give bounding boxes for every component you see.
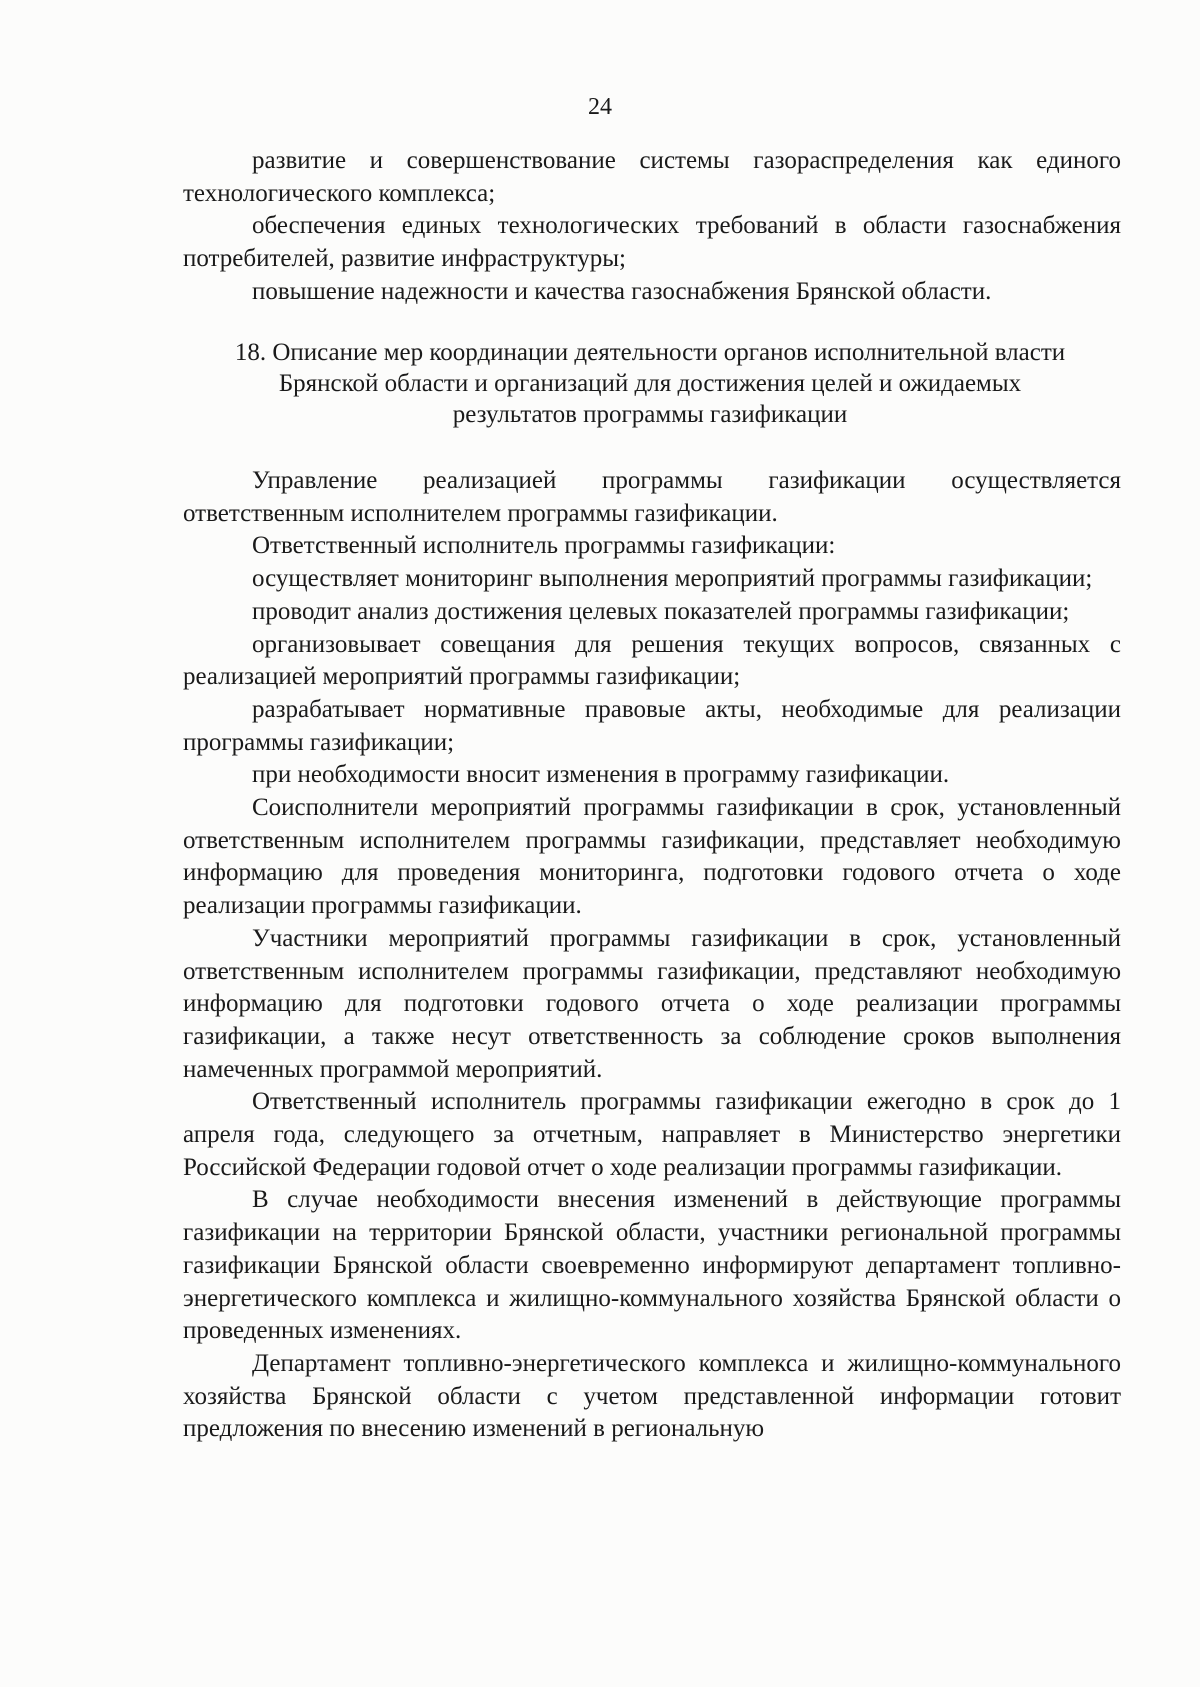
paragraph: Ответственный исполнитель программы газификации ежегодно в срок до 1 апреля года, следующего за отчетным, направляет в Министерство энергетики Российской Федерации годовой отчет о ходе реализации программы газификации.: [183, 1088, 1121, 1181]
intro-item: повышение надежности и качества газоснабжения Брянской области.: [252, 277, 992, 305]
paragraph: Участники мероприятий программы газификации в срок, установленный ответственным исполнителем программы газификации, представляют необходимую информацию для подготовки годового отчета о ходе реализации программы газификации, а также несут ответственность за соблюдение сроков выполнения намеченных программой мероприятий.: [183, 924, 1121, 1083]
section-body: [183, 465, 1121, 1446]
paragraph: организовывает совещания для решения текущих вопросов, связанных с реализацией мероприятий программы газификации;: [183, 630, 1121, 691]
paragraph: разрабатывает нормативные правовые акты, необходимые для реализации программы газификации;: [183, 695, 1121, 756]
paragraph: осуществляет мониторинг выполнения мероприятий программы газификации;: [252, 565, 1093, 593]
page-number: 24: [588, 94, 612, 120]
section-heading-line: 18. Описание мер координации деятельности органов исполнительной власти: [234, 339, 1066, 366]
paragraph: при необходимости вносит изменения в программу газификации.: [252, 761, 950, 789]
paragraph: проводит анализ достижения целевых показателей программы газификации;: [252, 597, 1070, 625]
section-heading: [175, 337, 1125, 430]
paragraph: В случае необходимости внесения изменений в действующие программы газификации на территории Брянской области, участники региональной программы газификации Брянской области своевременно информируют департамент топливно-энергетического комплекса и жилищно-коммунального хозяйства Брянской области о проведенных изменениях.: [183, 1186, 1121, 1345]
intro-item: обеспечения единых технологических требований в области газоснабжения потребителей, развитие инфраструктуры;: [183, 212, 1121, 273]
section-heading-line: Брянской области и организаций для достижения целей и ожидаемых: [278, 370, 1022, 397]
paragraph: Ответственный исполнитель программы газификации:: [252, 532, 836, 560]
section-heading-line: результатов программы газификации: [452, 401, 848, 428]
intro-list: [183, 145, 1121, 309]
paragraph: Управление реализацией программы газификации осуществляется ответственным исполнителем программы газификации.: [183, 467, 1121, 527]
paragraph: Соисполнители мероприятий программы газификации в срок, установленный ответственным исполнителем программы газификации, представляет необходимую информацию для проведения мониторинга, подготовки годового отчета о ходе реализации программы газификации.: [183, 794, 1121, 920]
intro-item: развитие и совершенствование системы газораспределения как единого технологического комплекса;: [183, 147, 1121, 207]
paragraph: Департамент топливно-энергетического комплекса и жилищно-коммунального хозяйства Брянской области с учетом представленной информации готовит предложения по внесению изменений в региональную: [183, 1349, 1121, 1443]
